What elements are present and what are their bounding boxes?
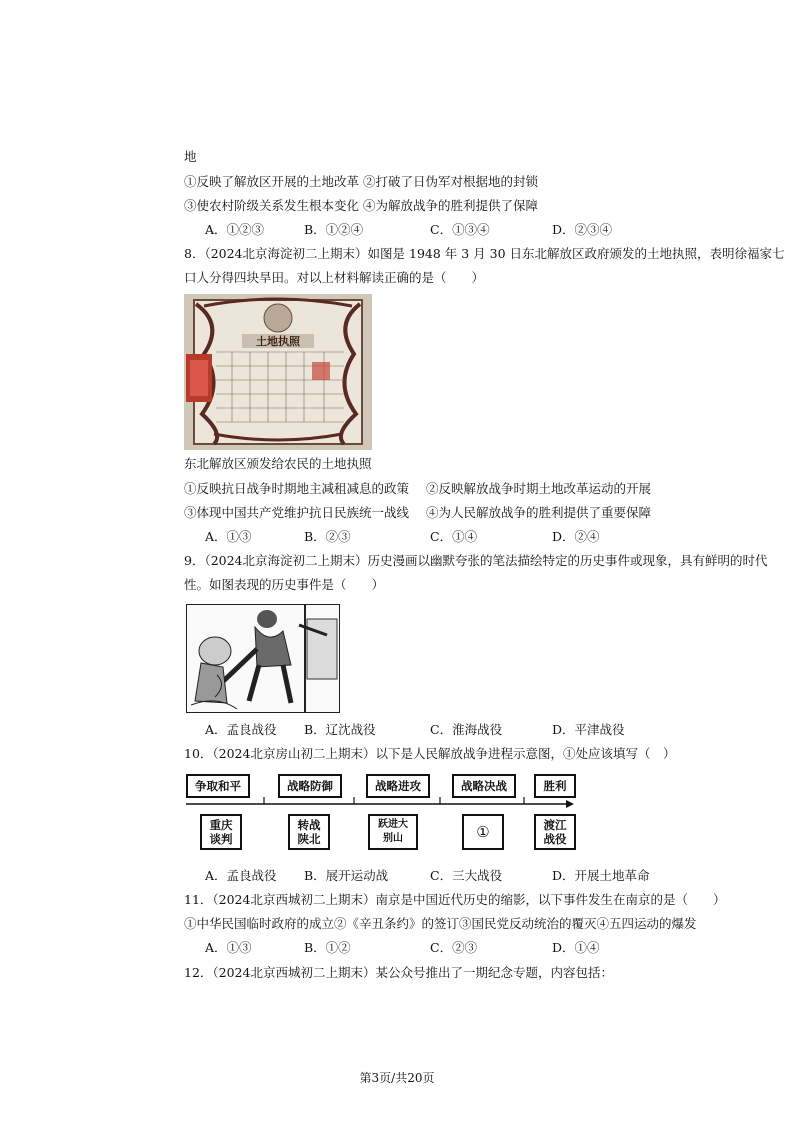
q8-statement-2: ②反映解放战争时期土地改革运动的开展 [426, 481, 652, 496]
q12-stem: 12．（2024北京西城初二上期末）某公众号推出了一期纪念专题，内容包括： [184, 965, 613, 980]
stage-box-2: 战略防御 [278, 774, 342, 798]
q7-option-d: D．②③④ [552, 222, 613, 237]
q7-statement-1: ①反映了解放区开展的土地改革 ②打破了日伪军对根据地的封锁 [184, 174, 538, 189]
q8-statement-3: ③体现中国共产党维护抗日民族统一战线 [184, 505, 410, 520]
land-deed-title: 土地执照 [256, 335, 300, 348]
q8-statement-4: ④为人民解放战争的胜利提供了重要保障 [426, 505, 652, 520]
event-box-1: 重庆 谈判 [200, 814, 242, 850]
stage-box-3: 战略进攻 [366, 774, 430, 798]
cartoon-illustration [187, 605, 339, 712]
q8-option-c: C．①④ [430, 529, 478, 544]
q10-stem: 10．（2024北京房山初二上期末）以下是人民解放战争进程示意图，①处应该填写（ ） [184, 746, 676, 761]
q7-statement-2: ③使农村阶级关系发生根本变化 ④为解放战争的胜利提供了保障 [184, 198, 538, 213]
q10-option-b: B．展开运动战 [304, 868, 389, 883]
q9-option-c: C．淮海战役 [430, 722, 503, 737]
q11-option-b: B．①② [304, 940, 351, 955]
q9-stem-line2: 性。如图表现的历史事件是（ ） [184, 577, 385, 592]
stage-box-5: 胜利 [534, 774, 576, 798]
stage-box-4: 战略决战 [452, 774, 516, 798]
event-box-5: 渡江 战役 [534, 814, 576, 850]
q11-stem: 11．（2024北京西城初二上期末）南京是中国近代历史的缩影，以下事件发生在南京的是（ ） [184, 892, 726, 907]
q9-option-a: A．孟良战役 [205, 722, 277, 737]
q9-option-b: B．辽沈战役 [304, 722, 376, 737]
q11-statements: ①中华民国临时政府的成立②《辛丑条约》的签订③国民党反动统治的覆灭④五四运动的爆发 [184, 916, 697, 931]
timeline-arrow [184, 796, 576, 816]
q7-option-c: C．①③④ [430, 222, 490, 237]
event-box-3: 跃进大 别山 [368, 814, 418, 850]
q7-continuation: 地 [184, 149, 197, 164]
war-cartoon [186, 604, 340, 713]
stage-box-1: 争取和平 [186, 774, 250, 798]
q7-option-b: B．①②④ [304, 222, 364, 237]
land-deed-illustration [184, 294, 372, 450]
q8-option-b: B．②③ [304, 529, 351, 544]
q11-option-a: A．①③ [205, 940, 252, 955]
q9-stem-line1: 9．（2024北京海淀初二上期末）历史漫画以幽默夸张的笔法描绘特定的历史事件或现象，具有鲜明的时代 [184, 553, 768, 568]
q11-option-c: C．②③ [430, 940, 478, 955]
q9-option-d: D．平津战役 [552, 722, 625, 737]
q10-option-a: A．孟良战役 [205, 868, 277, 883]
q8-stem-line1: 8．（2024北京海淀初二上期末）如图是 1948 年 3 月 30 日东北解放区政府颁发的土地执照，表明徐福家七 [184, 246, 785, 261]
q11-option-d: D．①④ [552, 940, 600, 955]
event-box-blank-1: ① [462, 814, 504, 850]
q10-option-d: D．开展土地革命 [552, 868, 650, 883]
q8-option-a: A．①③ [205, 529, 252, 544]
q8-image-caption: 东北解放区颁发给农民的土地执照 [184, 456, 372, 471]
land-deed-photo [184, 294, 372, 450]
q8-statement-1: ①反映抗日战争时期地主减租减息的政策 [184, 481, 410, 496]
q10-option-c: C．三大战役 [430, 868, 503, 883]
q8-stem-line2: 口人分得四块旱田。对以上材料解读正确的是（ ） [184, 270, 485, 285]
q8-option-d: D．②④ [552, 529, 600, 544]
q7-option-a: A．①②③ [205, 222, 265, 237]
page-footer: 第3页/共20页 [359, 1071, 435, 1085]
event-box-2: 转战 陕北 [288, 814, 330, 850]
